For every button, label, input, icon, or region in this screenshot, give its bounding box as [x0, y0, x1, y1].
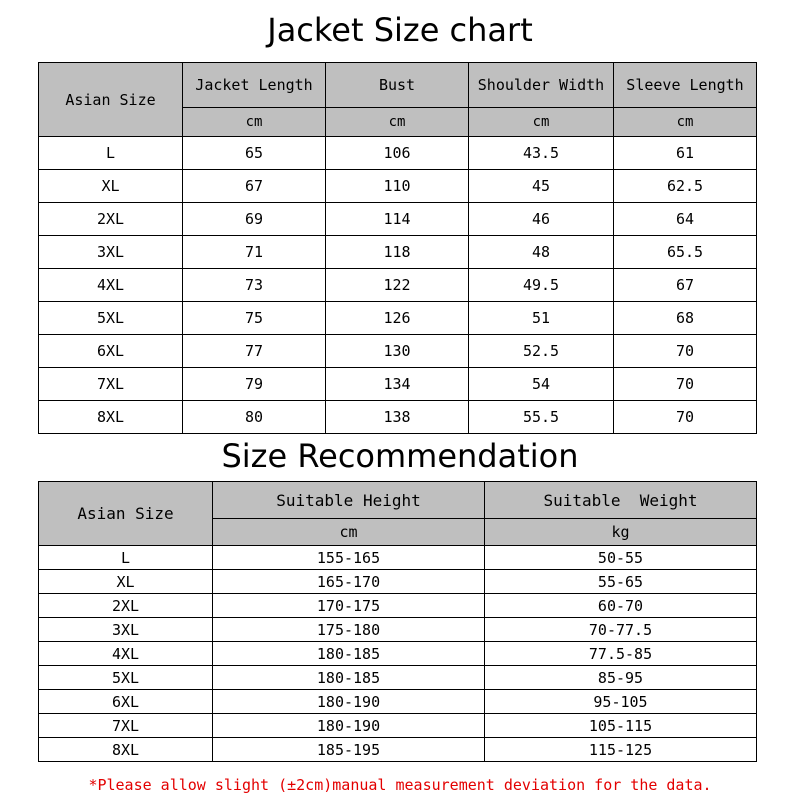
- size-cell: 8XL: [39, 738, 213, 762]
- table-row: [39, 690, 757, 714]
- unit-cell: cm: [213, 519, 485, 546]
- table-cell: 77: [183, 335, 326, 368]
- table-row: [39, 368, 757, 401]
- table-cell: 175-180: [213, 618, 485, 642]
- table-row: [39, 714, 757, 738]
- size-cell: 4XL: [39, 642, 213, 666]
- size-cell: 3XL: [39, 236, 183, 269]
- header-asian-size: Asian Size: [39, 482, 213, 546]
- header-bust: Bust: [326, 63, 469, 108]
- size-cell: 2XL: [39, 594, 213, 618]
- table-row: [39, 570, 757, 594]
- table-cell: 80: [183, 401, 326, 434]
- size-cell: 2XL: [39, 203, 183, 236]
- size-cell: L: [39, 137, 183, 170]
- table-cell: 67: [183, 170, 326, 203]
- table-row: [39, 137, 757, 170]
- header-shoulder-width: Shoulder Width: [469, 63, 614, 108]
- table-row: [39, 666, 757, 690]
- size-cell: 7XL: [39, 368, 183, 401]
- table-row: [39, 618, 757, 642]
- table-row: [39, 594, 757, 618]
- table-cell: 48: [469, 236, 614, 269]
- table-cell: 85-95: [485, 666, 757, 690]
- table-cell: 126: [326, 302, 469, 335]
- table-cell: 61: [614, 137, 757, 170]
- table-cell: 69: [183, 203, 326, 236]
- unit-cell: kg: [485, 519, 757, 546]
- size-cell: XL: [39, 170, 183, 203]
- header-suitable-weight: Suitable Weight: [485, 482, 757, 519]
- table-cell: 115-125: [485, 738, 757, 762]
- table-cell: 62.5: [614, 170, 757, 203]
- table-cell: 51: [469, 302, 614, 335]
- table-cell: 95-105: [485, 690, 757, 714]
- table-cell: 45: [469, 170, 614, 203]
- table-row: [39, 642, 757, 666]
- table-cell: 138: [326, 401, 469, 434]
- header-asian-size: Asian Size: [39, 63, 183, 137]
- table-cell: 180-190: [213, 690, 485, 714]
- table-cell: 70: [614, 335, 757, 368]
- size-chart-title: Jacket Size chart: [267, 11, 533, 49]
- size-cell: XL: [39, 570, 213, 594]
- table-cell: 55.5: [469, 401, 614, 434]
- size-cell: 7XL: [39, 714, 213, 738]
- table-cell: 70: [614, 401, 757, 434]
- table-cell: 70-77.5: [485, 618, 757, 642]
- table-cell: 79: [183, 368, 326, 401]
- table-cell: 43.5: [469, 137, 614, 170]
- table-cell: 67: [614, 269, 757, 302]
- table-cell: 185-195: [213, 738, 485, 762]
- recommendation-header-row: [39, 482, 757, 519]
- size-cell: 5XL: [39, 302, 183, 335]
- size-cell: 6XL: [39, 690, 213, 714]
- table-cell: 122: [326, 269, 469, 302]
- table-row: [39, 401, 757, 434]
- table-cell: 49.5: [469, 269, 614, 302]
- header-suitable-height: Suitable Height: [213, 482, 485, 519]
- table-cell: 75: [183, 302, 326, 335]
- unit-cell: cm: [469, 108, 614, 137]
- table-row: [39, 236, 757, 269]
- header-jacket-length: Jacket Length: [183, 63, 326, 108]
- table-cell: 180-190: [213, 714, 485, 738]
- measurement-deviation-note: *Please allow slight (±2cm)manual measurement deviation for the data.: [88, 776, 712, 794]
- size-chart-header-row: [39, 63, 757, 108]
- table-cell: 118: [326, 236, 469, 269]
- table-cell: 180-185: [213, 666, 485, 690]
- table-cell: 55-65: [485, 570, 757, 594]
- table-row: [39, 269, 757, 302]
- size-recommendation-table: [38, 481, 757, 762]
- table-cell: 130: [326, 335, 469, 368]
- table-row: [39, 546, 757, 570]
- table-cell: 54: [469, 368, 614, 401]
- size-chart-table: [38, 62, 757, 434]
- table-cell: 165-170: [213, 570, 485, 594]
- size-cell: 8XL: [39, 401, 183, 434]
- table-cell: 114: [326, 203, 469, 236]
- table-cell: 106: [326, 137, 469, 170]
- table-cell: 64: [614, 203, 757, 236]
- table-cell: 71: [183, 236, 326, 269]
- header-sleeve-length: Sleeve Length: [614, 63, 757, 108]
- table-cell: 105-115: [485, 714, 757, 738]
- table-cell: 180-185: [213, 642, 485, 666]
- size-cell: 6XL: [39, 335, 183, 368]
- size-cell: 5XL: [39, 666, 213, 690]
- table-cell: 134: [326, 368, 469, 401]
- table-cell: 65.5: [614, 236, 757, 269]
- table-cell: 52.5: [469, 335, 614, 368]
- table-cell: 50-55: [485, 546, 757, 570]
- table-cell: 60-70: [485, 594, 757, 618]
- table-cell: 65: [183, 137, 326, 170]
- table-row: [39, 738, 757, 762]
- table-row: [39, 302, 757, 335]
- table-row: [39, 170, 757, 203]
- table-cell: 170-175: [213, 594, 485, 618]
- unit-cell: cm: [183, 108, 326, 137]
- table-cell: 68: [614, 302, 757, 335]
- table-cell: 110: [326, 170, 469, 203]
- unit-cell: cm: [326, 108, 469, 137]
- size-cell: L: [39, 546, 213, 570]
- size-cell: 3XL: [39, 618, 213, 642]
- table-cell: 73: [183, 269, 326, 302]
- table-cell: 46: [469, 203, 614, 236]
- size-cell: 4XL: [39, 269, 183, 302]
- table-cell: 77.5-85: [485, 642, 757, 666]
- table-row: [39, 335, 757, 368]
- size-recommendation-title: Size Recommendation: [221, 437, 579, 475]
- table-cell: 155-165: [213, 546, 485, 570]
- table-cell: 70: [614, 368, 757, 401]
- table-row: [39, 203, 757, 236]
- unit-cell: cm: [614, 108, 757, 137]
